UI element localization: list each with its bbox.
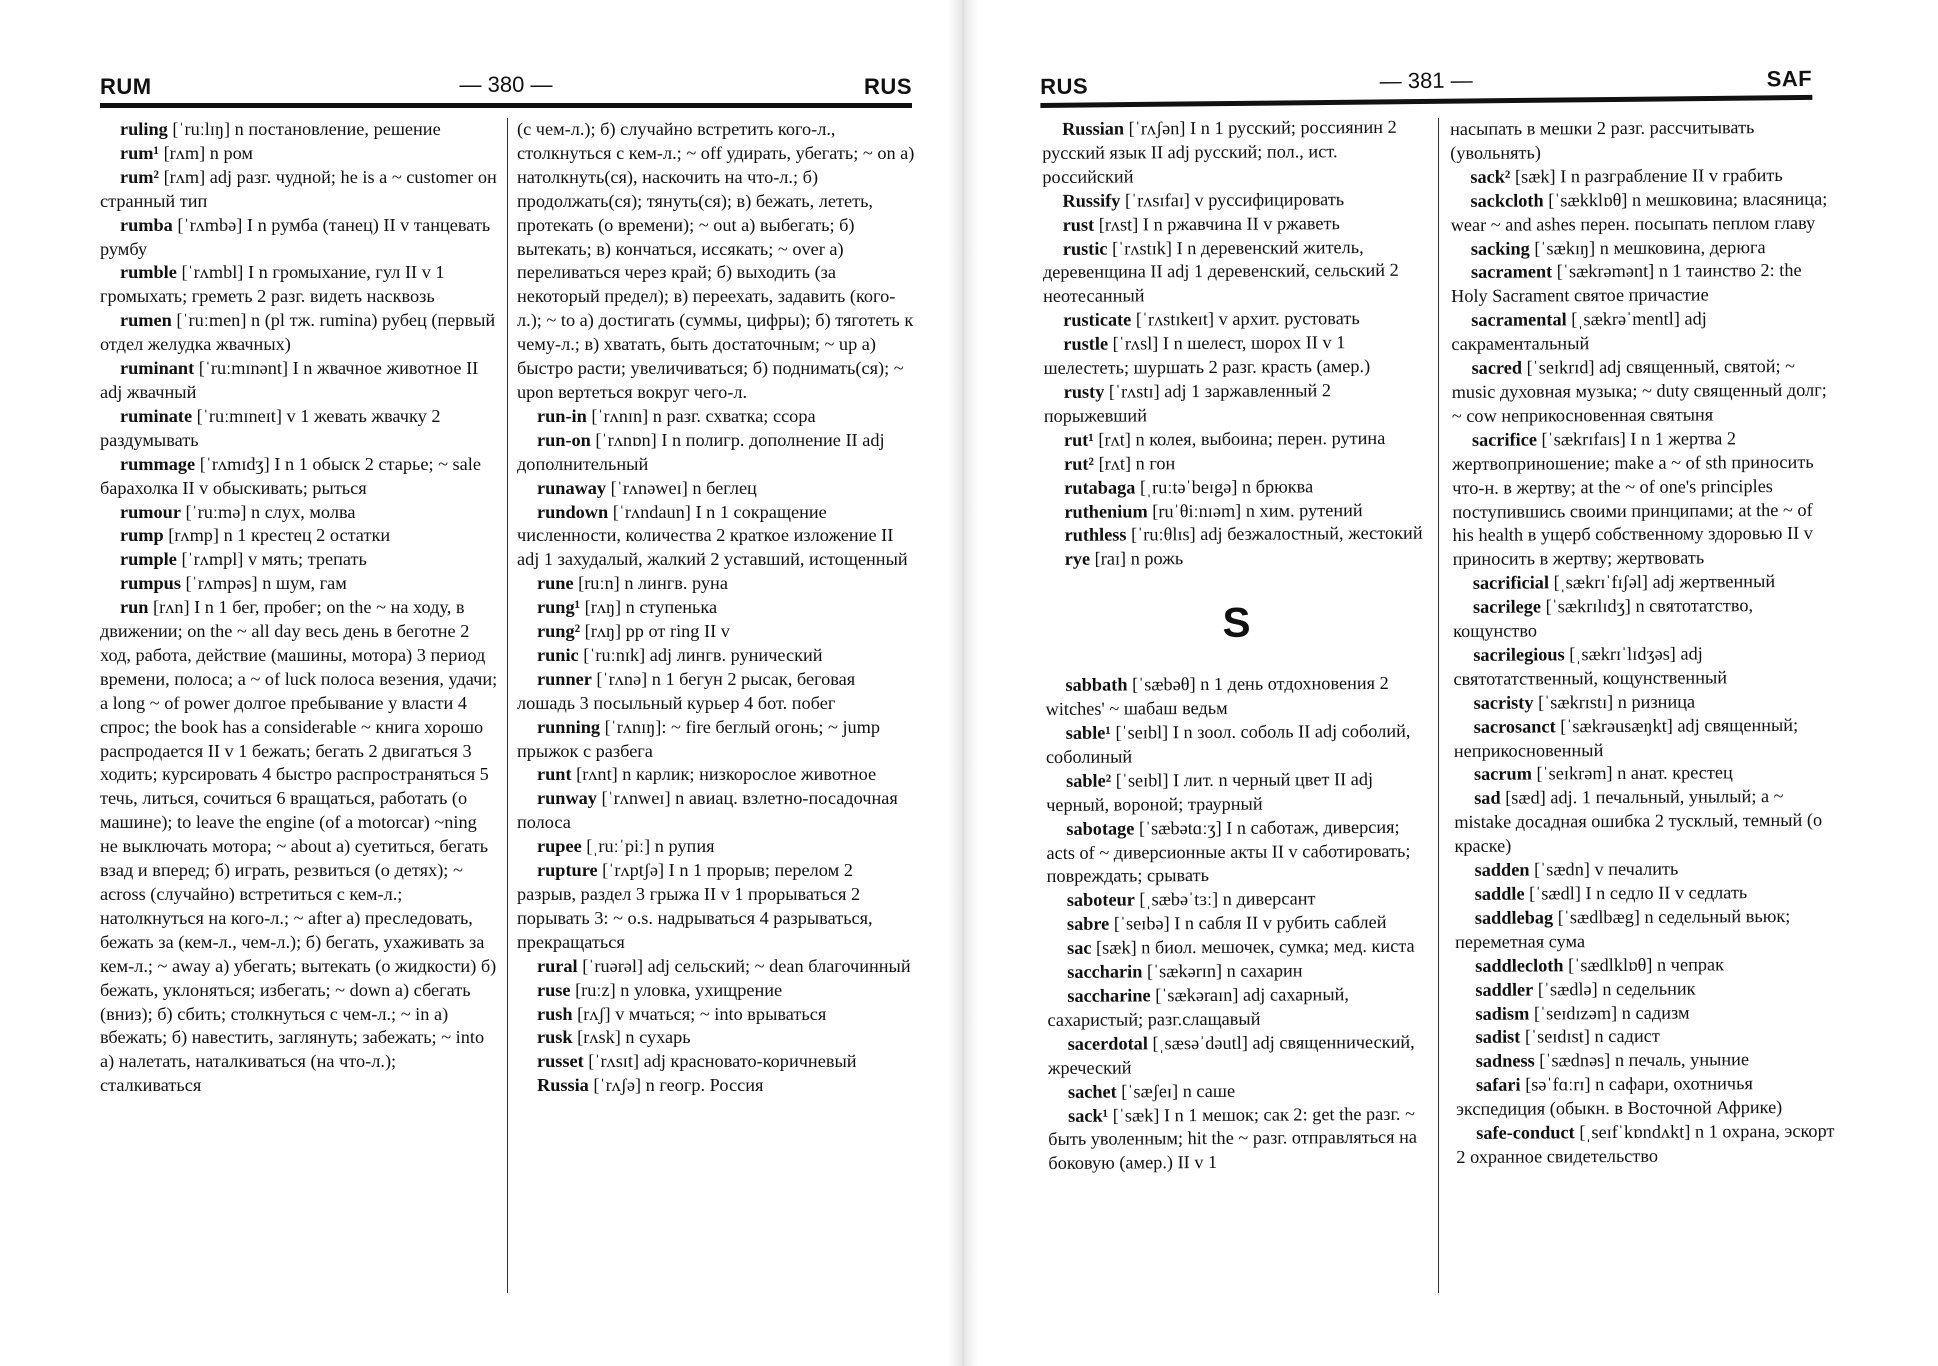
entry-definition: [raɪ] n рожь xyxy=(1090,548,1184,570)
entry-definition: [sæd] adj. 1 печальный, унылый; a ~ mistake досадная ошибка 2 тусклый, темный (о краске) xyxy=(1454,786,1823,857)
entry-definition: [ˈrʌnə] n 1 бегун 2 рысак, беговая лошадь 3 посыльный курьер 4 бот. побег xyxy=(517,668,856,713)
entry-headword: sacerdotal xyxy=(1067,1033,1148,1054)
entry-definition: [ˈseɪdɪst] n садист xyxy=(1520,1026,1660,1048)
dictionary-entry xyxy=(1046,720,1429,770)
entry-definition: [ˈsædn] v печалить xyxy=(1529,858,1679,880)
left-page-number: — 380 — xyxy=(459,72,553,97)
entry-definition: [rʌŋ] n ступенька xyxy=(580,597,718,618)
entry-headword: run xyxy=(120,597,149,618)
dictionary-entry xyxy=(100,596,498,1098)
column-divider xyxy=(1438,118,1439,1293)
right-guide-word-start: RUS xyxy=(1040,73,1089,99)
entry-definition: [ˈrʌmɪdʒ] I n 1 обыск 2 старье; ~ sale барахолка II v обыскивать; рыться xyxy=(100,453,481,498)
entry-headword: rumple xyxy=(120,549,177,570)
entry-definition: [ˈsæbətɑːʒ] I n саботаж, диверсия; acts of ~ диверсионные акты II v саботировать; повреждать; срывать xyxy=(1046,816,1411,887)
entry-headword: sacrosanct xyxy=(1473,716,1556,737)
entry-definition: [ˈruːmɪnənt] I n жвачное животное II adj жвачный xyxy=(100,358,479,402)
dictionary-entry xyxy=(100,357,498,405)
entry-headword: saccharin xyxy=(1067,961,1143,982)
dictionary-entry xyxy=(1453,642,1838,692)
entry-definition: [ˈrʌstɪk] I n деревенский житель, деревенщина II adj 1 деревенский, сельский 2 неотесанный xyxy=(1042,236,1399,307)
dictionary-entry xyxy=(1047,911,1430,937)
entry-definition: [ˈsædl] I n седло II v седлать xyxy=(1524,882,1748,904)
entry-headword: ruling xyxy=(120,119,168,139)
entry-definition: [ˈsækrəmənt] n 1 таинство 2: the Holy Sacrament святое причастие xyxy=(1451,260,1802,307)
entry-definition: [ˈrʌsl] I n шелест, шорох II v 1 шелестеть; шуршать 2 разг. красть (амер.) xyxy=(1043,332,1371,379)
entry-definition: [ˈrʌʃə] n геогр. Россия xyxy=(588,1075,764,1096)
entry-headword: rustic xyxy=(1062,238,1108,259)
entry-headword: rusticate xyxy=(1063,309,1132,331)
entry-definition: [ˌsækrɪˈfɪʃəl] adj жертвенный xyxy=(1548,571,1776,593)
entry-headword: runway xyxy=(537,788,597,809)
entry-headword: sack¹ xyxy=(1068,1105,1109,1126)
entry-headword: runner xyxy=(537,668,592,689)
entry-headword: rum¹ xyxy=(120,142,159,163)
dictionary-entry xyxy=(1451,355,1836,429)
entry-headword: rut² xyxy=(1064,453,1095,474)
dictionary-entry xyxy=(1047,887,1430,913)
dictionary-entry xyxy=(1455,881,1840,907)
dictionary-entry xyxy=(1043,211,1426,237)
left-page-header xyxy=(100,68,912,108)
entry-headword: sacrifice xyxy=(1471,429,1537,450)
dictionary-entry xyxy=(1451,259,1836,309)
entry-definition: [ˈrʌmpl] v мять; трепать xyxy=(176,549,367,570)
dictionary-entry xyxy=(1456,1048,1841,1074)
entry-headword: sadist xyxy=(1475,1027,1521,1048)
dictionary-entry xyxy=(1042,116,1425,190)
entry-headword: sabbath xyxy=(1065,674,1128,696)
entry-definition: [ˈrʌmbl] I n громыхание, гул II v 1 громыхать; греметь 2 разг. видеть насквозь xyxy=(100,262,445,307)
entry-headword: rung² xyxy=(537,621,581,642)
dictionary-entry xyxy=(100,572,498,596)
dictionary-entry xyxy=(517,668,915,716)
entry-headword: ruthenium xyxy=(1064,500,1148,522)
dictionary-entry xyxy=(100,261,498,309)
entry-headword: sacrilege xyxy=(1472,596,1542,617)
entry-headword: sackcloth xyxy=(1470,190,1544,211)
entry-definition: (с чем-л.); б) случайно встретить кого-л., столкнуться с кем-л.; ~ off удирать, убегать; ~ on а) натолкнуть(ся), наскочить на что-л.; б) продолжать(ся); тянуть(ся); в) бежать, лететь, протекать (о времени); ~ out а) выбегать; б) вытекать; в) кончаться, иссякать; ~ over а) переливаться через край; б) выходить (за некоторый предел); в) переехать, задавить (кого-л.); ~ to а) достигать (суммы, цифры); б) тяготеть к чему-л.; в) хватать, быть достаточным; ~ up а) быстро расти; увеличиваться; б) поднимать(ся); ~ upon вертеться вокруг чего-л. xyxy=(517,119,915,402)
dictionary-entry xyxy=(1047,959,1430,985)
entry-headword: russet xyxy=(537,1051,584,1072)
dictionary-entry xyxy=(517,429,915,477)
entry-headword: rung¹ xyxy=(537,597,581,618)
entry-definition: [ˈsæk] I n 1 мешок; сак 2: get the разг. ~ быть уволенным; hit the ~ разг. отправляться на боковую (амер.) II v 1 xyxy=(1048,1103,1418,1174)
entry-headword: safari xyxy=(1475,1074,1521,1096)
dictionary-entry xyxy=(1044,522,1427,548)
left-guide-word-start: RUM xyxy=(100,74,152,99)
dictionary-entry xyxy=(517,477,915,501)
dictionary-entry xyxy=(1044,474,1427,500)
entry-definition: [ˈseɪbl] I n зоол. соболь II adj соболий, соболиный xyxy=(1045,720,1411,767)
entry-definition: [rʌmp] n 1 крестец 2 остатки xyxy=(163,525,391,546)
right-page xyxy=(955,0,1938,1366)
entry-headword: safe-conduct xyxy=(1476,1122,1575,1143)
entry-headword: run-on xyxy=(537,429,591,450)
entry-headword: rune xyxy=(537,573,574,594)
left-page-column-2 xyxy=(517,118,915,1298)
entry-headword: rumpus xyxy=(120,573,181,594)
entry-headword: rump xyxy=(120,525,164,546)
entry-headword: sad xyxy=(1474,788,1501,809)
entry-definition: [ˈrʌnɪŋ]: ~ fire беглый огонь; ~ jump прыжок с разбега xyxy=(517,716,881,761)
entry-definition: [rʌm] n ром xyxy=(159,142,253,163)
entry-definition: [ˌseɪfˈkɒndʌkt] n 1 охрана, эскорт 2 охранное свидетельство xyxy=(1456,1120,1835,1167)
entry-headword: ruse xyxy=(537,979,571,1000)
entry-headword: rum² xyxy=(120,166,159,187)
entry-definition: [ˈsækrɪstɪ] n ризница xyxy=(1533,691,1696,713)
entry-definition: [rʌn] I n 1 бег, пробег; on the ~ на ходу, в движении; on the ~ all day весь день в беготне 2 ход, работа, действие (машины, мотора) 3 период времени, полоса; a ~ of luck полоса везения, удачи; a long ~ of power долгое пребывание у власти 4 спрос; the book has a considerable ~ книга хорошо распродается II v 1 бежать; бегать 2 двигаться 3 ходить; курсировать 4 быстро распространяться 5 течь, литься, сочиться 6 вращаться, работать (о машине); to leave the engine (of a motorcar) ~ning не выключать мотора; ~ about а) суетиться, бегать взад и вперед; б) играть, резвиться (о детях); ~ across (случайно) встретиться с кем-л.; натолкнуться на кого-л.; ~ after а) преследовать, бежать за (кем-л., чем-л.); б) бегать, ухаживать за кем-л.; ~ away а) убегать; вытекать (о жидкости) б) бежать, уклоняться; избегать; ~ down а) сбегать (вниз); б) сбить; столкнуться с чем-л.; ~ in а) вбежать; б) навестить, заглянуть; забежать; ~ into а) налетать, наталкиваться (на что-л.); сталкиваться xyxy=(100,597,498,1096)
dictionary-entry xyxy=(1454,761,1839,787)
dictionary-entry xyxy=(100,214,498,262)
entry-headword: sadness xyxy=(1475,1050,1535,1072)
dictionary-entry xyxy=(1456,1024,1841,1050)
entry-headword: run-in xyxy=(537,405,587,426)
dictionary-entry xyxy=(1451,307,1836,357)
dictionary-entry xyxy=(1456,1120,1841,1170)
dictionary-entry xyxy=(517,1003,915,1027)
entry-definition: [ˈsækəraɪn] adj сахарный, сахаристый; разг.слащавый xyxy=(1047,984,1350,1030)
entry-definition: [ˈruːmɪneɪt] v 1 жевать жвачку 2 раздумывать xyxy=(100,405,441,450)
left-page-column-1 xyxy=(100,118,498,1298)
entry-headword: runic xyxy=(537,644,579,665)
dictionary-entry xyxy=(517,118,915,405)
entry-definition: [ˈrʌmbə] I n румба (танец) II v танцевать румбу xyxy=(100,214,491,259)
dictionary-entry xyxy=(517,596,915,620)
dictionary-entry xyxy=(517,405,915,429)
dictionary-entry xyxy=(517,1074,915,1098)
dictionary-entry xyxy=(100,118,498,142)
entry-definition: [sæk] n биол. мешочек, сумка; мед. киста xyxy=(1091,935,1415,958)
entry-definition: [ˈseɪbə] I n сабля II v рубить саблей xyxy=(1109,912,1387,934)
dictionary-entry xyxy=(1455,857,1840,883)
dictionary-entry xyxy=(1046,815,1429,889)
dictionary-entry xyxy=(100,524,498,548)
entry-definition: [səˈfɑːrɪ] n сафари, охотничья экспедиция (обыкн. в Восточной Африке) xyxy=(1455,1073,1783,1120)
entry-headword: rumble xyxy=(120,262,177,283)
dictionary-entry xyxy=(1043,235,1426,309)
entry-definition: [ˈrʌsɪt] adj красновато-коричневый xyxy=(583,1051,857,1072)
left-page xyxy=(0,0,955,1366)
entry-definition: [ˈsædnəs] n печаль, уныние xyxy=(1534,1049,1750,1071)
entry-definition: [ˈruːlɪŋ] n постановление, решение xyxy=(167,119,441,139)
entry-definition: [ˈrʌsɪfaɪ] v руссифицировать xyxy=(1120,188,1345,211)
dictionary-entry xyxy=(1044,426,1427,452)
entry-headword: rut¹ xyxy=(1063,429,1094,450)
entry-definition: [ˌruːˈpiː] n рупия xyxy=(581,836,715,857)
entry-definition: [ˌsækrəˈmentl] adj сакраментальный xyxy=(1451,308,1707,355)
entry-headword: Russian xyxy=(1062,118,1125,139)
entry-headword: saddlecloth xyxy=(1475,955,1564,976)
entry-headword: Russify xyxy=(1062,190,1121,211)
entry-definition: [ˈsædlklɒθ] n чепрак xyxy=(1563,954,1725,976)
entry-headword: rumour xyxy=(120,501,181,522)
header-rule xyxy=(1040,95,1812,108)
entry-definition: [ˈsækrɪfaɪs] I n 1 жертва 2 жертвоприношение; make a ~ of sth приносить что-н. в жертву; at the ~ of one's principles поступившись своими принципами; at the ~ of his health в ущерб собственному здоровью II v приносить в жертву; жертвовать xyxy=(1452,428,1814,570)
dictionary-entry xyxy=(1451,235,1836,261)
entry-definition: [ˈrʌstɪkeɪt] v архит. рустовать xyxy=(1131,308,1360,330)
entry-definition: [ˈseɪkrəm] n анат. крестец xyxy=(1531,762,1733,784)
entry-definition: [ˈrʌnɪn] n разг. схватка; ссора xyxy=(586,405,816,426)
entry-headword: rutabaga xyxy=(1064,477,1136,498)
entry-headword: ruminate xyxy=(120,405,193,426)
left-guide-word-end: RUS xyxy=(864,74,912,99)
right-page-header xyxy=(1040,60,1812,108)
entry-definition: [rʌst] I n ржавчина II v ржаветь xyxy=(1094,212,1340,235)
entry-headword: rural xyxy=(537,955,578,976)
dictionary-entry xyxy=(1042,187,1425,213)
entry-definition: [ˈsæʃeɪ] n саше xyxy=(1116,1080,1236,1102)
entry-headword: sachet xyxy=(1067,1081,1117,1102)
entry-definition: [rʌm] adj разг. чудной; he is a ~ customer он странный тип xyxy=(100,166,497,211)
entry-definition: [rʌt] n гон xyxy=(1093,452,1176,474)
entry-definition: [ˈseɪbl] I лит. n черный цвет II adj черный, вороной; траурный xyxy=(1046,768,1374,815)
dictionary-entry xyxy=(1450,163,1835,189)
dictionary-entry xyxy=(517,620,915,644)
entry-headword: sadden xyxy=(1474,859,1530,880)
dictionary-entry xyxy=(1047,935,1430,961)
entry-headword: rust xyxy=(1062,214,1095,235)
dictionary-entry xyxy=(517,787,915,835)
dictionary-entry xyxy=(1455,952,1840,978)
dictionary-entry xyxy=(517,1026,915,1050)
entry-headword: ruminant xyxy=(120,358,195,379)
entry-definition: [ˈrʌndaun] I n 1 сокращение численности, количества 2 краткое изложение II adj 1 захудалый, жалкий 2 уставший, истощенный xyxy=(517,501,908,570)
right-guide-word-end: SAF xyxy=(1766,65,1813,92)
entry-definition: [ˈrʌʃən] I n 1 русский; россиянин 2 русский язык II adj русский; пол., ист. российский xyxy=(1042,116,1397,187)
dictionary-entry xyxy=(100,453,498,501)
dictionary-entry xyxy=(1454,689,1839,715)
entry-headword: sacrilegious xyxy=(1473,644,1565,665)
dictionary-entry xyxy=(517,501,915,573)
entry-definition: [ˈrʌnweɪ] n авиац. взлетно-посадочная полоса xyxy=(517,788,898,833)
dictionary-entry xyxy=(517,763,915,787)
entry-headword: sacking xyxy=(1470,238,1530,259)
section-letter: S xyxy=(1222,598,1251,647)
entry-headword: sac xyxy=(1067,937,1092,959)
entry-definition: насыпать в мешки 2 разг. рассчитывать (увольнять) xyxy=(1450,117,1755,163)
right-page-column-2 xyxy=(1450,116,1842,1298)
entry-headword: saddler xyxy=(1475,979,1534,1000)
entry-definition: [ˈrʌnəweɪ] n беглец xyxy=(606,477,757,498)
dictionary-entry xyxy=(1456,1072,1841,1122)
dictionary-entry xyxy=(1048,1102,1431,1176)
entry-definition: [ˈrʌstɪ] adj 1 заржавленный 2 порыжевший xyxy=(1043,380,1332,426)
entry-definition: [ˈsædlə] n седельник xyxy=(1533,978,1696,1000)
entry-definition: [rʌnt] n карлик; низкорослое животное xyxy=(571,764,877,785)
dictionary-entry xyxy=(517,835,915,859)
entry-definition: [sæk] I n разграбление II v грабить xyxy=(1510,164,1783,187)
entry-definition: [ˈruːmen] n (pl тж. rumina) рубец (первый отдел желудка жвачных) xyxy=(100,310,496,355)
dictionary-entry xyxy=(100,548,498,572)
entry-headword: rye xyxy=(1064,549,1091,570)
right-page-column-1 xyxy=(1042,116,1432,1298)
entry-headword: sadism xyxy=(1475,1003,1530,1024)
entry-headword: running xyxy=(537,716,601,737)
dictionary-entry xyxy=(100,142,498,166)
entry-definition: [rʌŋ] pp от ring II v xyxy=(580,621,730,642)
entry-headword: sack² xyxy=(1470,166,1511,187)
entry-definition: [ˈsækərɪn] n сахарин xyxy=(1142,960,1303,982)
dictionary-entry xyxy=(1044,498,1427,524)
dictionary-entry xyxy=(100,405,498,453)
entry-headword: rusk xyxy=(537,1027,573,1048)
entry-definition: [ˈruːθlɪs] adj безжалостный, жестокий xyxy=(1126,523,1423,545)
entry-headword: sacred xyxy=(1471,357,1523,378)
dictionary-entry xyxy=(100,309,498,357)
entry-headword: rustle xyxy=(1063,333,1109,355)
entry-definition: [ruˈθiːnɪəm] n хим. рутений xyxy=(1147,499,1363,521)
entry-headword: saddlebag xyxy=(1474,907,1554,928)
entry-headword: rush xyxy=(537,1003,573,1024)
entry-definition: [rʌt] n колея, выбоина; перен. рутина xyxy=(1093,427,1386,450)
dictionary-entry xyxy=(1045,672,1428,722)
entry-definition: [rʌsk] n сухарь xyxy=(572,1027,691,1048)
dictionary-entry xyxy=(100,166,498,214)
entry-headword: ruthless xyxy=(1064,524,1127,546)
dictionary-entry xyxy=(517,955,915,979)
dictionary-entry xyxy=(517,716,915,764)
entry-headword: sable² xyxy=(1065,770,1112,791)
entry-headword: saboteur xyxy=(1066,889,1135,911)
entry-headword: sacristy xyxy=(1473,692,1534,713)
entry-definition: [ˈsædlbæg] n седельный вьюк; переметная сума xyxy=(1454,905,1791,952)
dictionary-entry xyxy=(1450,116,1835,166)
entry-definition: [ˈrʌptʃə] I n 1 прорыв; перелом 2 разрыв, раздел 3 грыжа II v 1 прорываться 2 порывать 3: ~ o.s. надрываться 4 разрываться, прекращаться xyxy=(517,860,873,952)
entry-definition: [ˈseɪdɪzəm] n садизм xyxy=(1529,1002,1690,1024)
entry-definition: [ˌsæbəˈtɜː] n диверсант xyxy=(1134,888,1316,910)
entry-headword: sacrificial xyxy=(1472,572,1550,594)
entry-headword: sacrament xyxy=(1470,261,1553,283)
entry-definition: [ˈruːnɪk] adj лингв. рунический xyxy=(578,644,823,665)
dictionary-entry xyxy=(1048,1030,1431,1080)
entry-definition: [rʌʃ] v мчаться; ~ into врываться xyxy=(572,1003,827,1024)
dictionary-entry xyxy=(1454,713,1839,763)
entry-headword: sacramental xyxy=(1471,309,1567,331)
entry-headword: sabre xyxy=(1066,913,1110,935)
entry-headword: rundown xyxy=(537,501,609,522)
entry-headword: rupee xyxy=(537,836,582,857)
entry-headword: rumba xyxy=(120,214,173,235)
entry-headword: rupture xyxy=(537,860,598,881)
dictionary-entry xyxy=(1450,187,1835,237)
dictionary-entry xyxy=(1453,570,1838,596)
entry-headword: sabotage xyxy=(1066,818,1135,839)
entry-definition: [ruːz] n уловка, ухищрение xyxy=(570,979,783,1000)
entry-definition: [ˌsækrɪˈlɪdʒəs] adj святотатственный, кощунственный xyxy=(1453,643,1728,689)
dictionary-entry xyxy=(1044,379,1427,429)
dictionary-entry xyxy=(1453,594,1838,644)
entry-headword: rusty xyxy=(1063,381,1105,402)
dictionary-entry xyxy=(1455,1000,1840,1026)
dictionary-entry xyxy=(1452,426,1838,572)
entry-headword: saddle xyxy=(1474,883,1525,904)
dictionary-entry xyxy=(1455,976,1840,1002)
entry-definition: [ˈsækrɪlɪdʒ] n святотатство, кощунство xyxy=(1453,595,1754,642)
entry-definition: [ˌruːtəˈbeɪgə] n брюква xyxy=(1135,475,1314,498)
entry-definition: [ˌsæsəˈdəutl] adj священнический, жреческий xyxy=(1047,1031,1415,1078)
entry-definition: [ˈsækɪŋ] n мешковина, дерюга xyxy=(1529,236,1766,259)
entry-definition: [ˈruərəl] adj сельский; ~ dean благочинный xyxy=(577,955,911,976)
entry-definition: [ˈsækrəusæŋkt] adj священный; неприкосновенный xyxy=(1453,714,1799,761)
entry-headword: rumen xyxy=(120,310,172,331)
entry-headword: sacrum xyxy=(1473,763,1532,785)
dictionary-entry xyxy=(517,572,915,596)
entry-definition: [ˈrʌnɒn] I n полигр. дополнение II adj дополнительный xyxy=(517,429,885,474)
dictionary-entry xyxy=(1043,331,1426,381)
entry-definition: [ˈsækklɒθ] n мешковина; власяница; wear ~ and ashes перен. посыпать пеплом главу xyxy=(1450,188,1828,235)
dictionary-entry xyxy=(1045,546,1428,572)
dictionary-entry xyxy=(517,1050,915,1074)
dictionary-entry xyxy=(1043,307,1426,333)
dictionary-entry xyxy=(1047,983,1430,1033)
dictionary-entry xyxy=(517,859,915,955)
dictionary-entry xyxy=(1455,905,1840,955)
dictionary-entry xyxy=(100,501,498,525)
entry-headword: sable¹ xyxy=(1065,722,1111,743)
entry-definition: [ˈseɪkrɪd] adj священный, святой; ~ music духовная музыка; ~ duty священный долг; ~ cow неприкосновенная святыня xyxy=(1451,355,1827,426)
entry-definition: [ruːn] n лингв. руна xyxy=(573,573,728,594)
dictionary-entry xyxy=(1046,767,1429,817)
entry-definition: [ˈrʌmpəs] n шум, гам xyxy=(180,573,347,594)
entry-headword: runaway xyxy=(537,477,607,498)
column-divider xyxy=(507,118,508,1293)
dictionary-entry xyxy=(1048,1078,1431,1104)
entry-definition: [ˈruːmə] n слух, молва xyxy=(180,501,356,522)
header-rule xyxy=(100,103,912,108)
dictionary-entry xyxy=(517,979,915,1003)
entry-headword: runt xyxy=(537,764,572,785)
dictionary-entry xyxy=(1044,450,1427,476)
right-page-number: — 381 — xyxy=(1379,67,1473,94)
entry-headword: Russia xyxy=(537,1075,589,1096)
entry-definition: [ˈsæbəθ] n 1 день отдохновения 2 witches' ~ шабаш ведьм xyxy=(1045,673,1389,720)
entry-headword: rummage xyxy=(120,453,196,474)
dictionary-entry xyxy=(1454,785,1839,859)
entry-headword: saccharine xyxy=(1067,985,1151,1006)
dictionary-entry xyxy=(517,644,915,668)
